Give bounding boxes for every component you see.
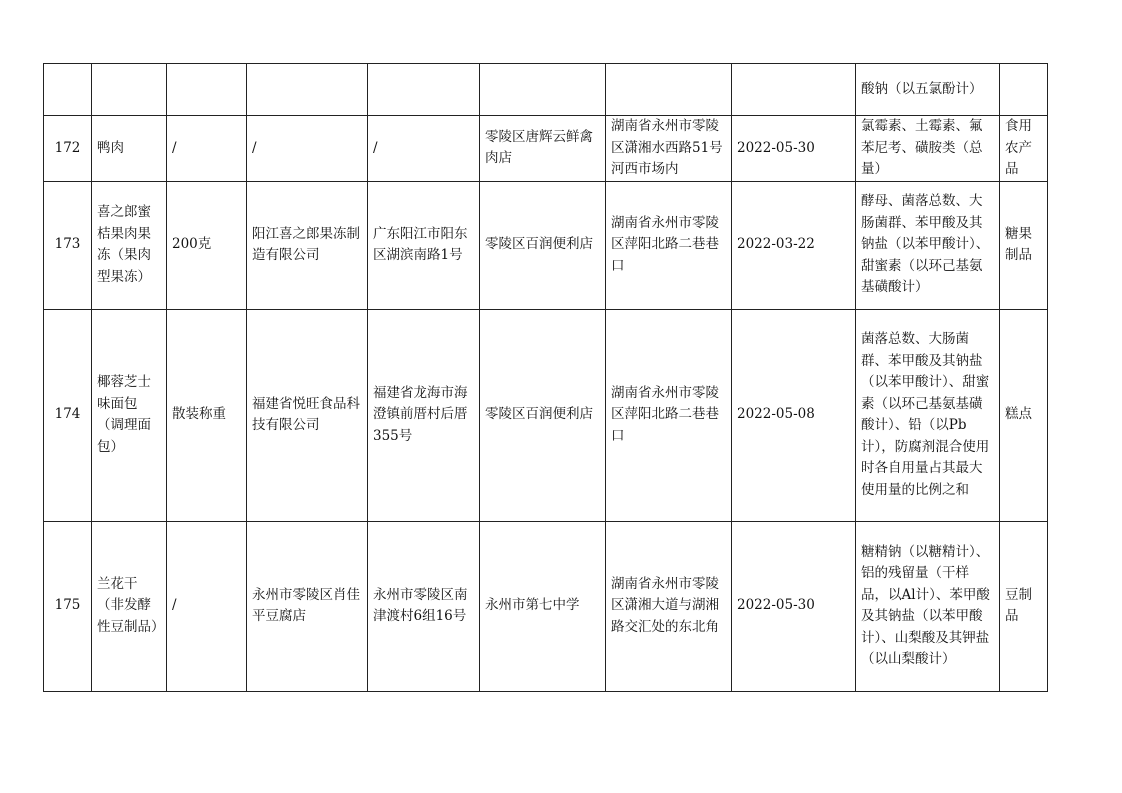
product-name-cell [92, 64, 167, 116]
test-items-cell: 酸钠（以五氯酚计） [856, 64, 1000, 116]
row-number-cell: 172 [44, 116, 92, 182]
manufacturer-address-cell: / [368, 116, 480, 182]
specification-cell: / [167, 116, 247, 182]
test-items-cell: 酵母、菌落总数、大肠菌群、苯甲酸及其钠盐（以苯甲酸计）、甜蜜素（以环己基氨基磺酸计） [856, 181, 1000, 309]
sampled-address-cell: 湖南省永州市零陵区萍阳北路二巷巷口 [606, 181, 732, 309]
specification-cell: / [167, 521, 247, 691]
sampled-address-cell: 湖南省永州市零陵区潇湘水西路51号河西市场内 [606, 116, 732, 182]
table-row [44, 521, 1048, 691]
table-row [44, 181, 1048, 309]
sampled-unit-cell: 永州市第七中学 [480, 521, 606, 691]
sampled-unit-cell: 零陵区唐辉云鲜禽肉店 [480, 116, 606, 182]
sampled-unit-cell [480, 64, 606, 116]
inspection-table [43, 63, 1048, 692]
manufacturer-cell: 永州市零陵区肖佳平豆腐店 [247, 521, 368, 691]
specification-cell: 200克 [167, 181, 247, 309]
specification-cell: 散装称重 [167, 309, 247, 521]
table-row [44, 116, 1048, 182]
test-items-cell: 菌落总数、大肠菌群、苯甲酸及其钠盐（以苯甲酸计）、甜蜜素（以环己基氨基磺酸计）、铅（以Pb计），防腐剂混合使用时各自用量占其最大使用量的比例之和 [856, 309, 1000, 521]
manufacturer-cell: 阳江喜之郎果冻制造有限公司 [247, 181, 368, 309]
production-date-cell [732, 64, 856, 116]
category-cell: 糕点 [1000, 309, 1048, 521]
product-name-cell: 兰花干（非发酵性豆制品） [92, 521, 167, 691]
category-cell: 豆制品 [1000, 521, 1048, 691]
row-number-cell: 175 [44, 521, 92, 691]
table-row [44, 64, 1048, 116]
sampled-address-cell: 湖南省永州市零陵区潇湘大道与湖湘路交汇处的东北角 [606, 521, 732, 691]
row-number-cell: 174 [44, 309, 92, 521]
production-date-cell: 2022-05-08 [732, 309, 856, 521]
sampled-unit-cell: 零陵区百润便利店 [480, 181, 606, 309]
specification-cell [167, 64, 247, 116]
table-row [44, 309, 1048, 521]
manufacturer-address-cell: 广东阳江市阳东区湖滨南路1号 [368, 181, 480, 309]
manufacturer-cell: / [247, 116, 368, 182]
row-number-cell: 173 [44, 181, 92, 309]
manufacturer-address-cell: 福建省龙海市海澄镇前厝村后厝355号 [368, 309, 480, 521]
row-number-cell [44, 64, 92, 116]
category-cell: 食用农产品 [1000, 116, 1048, 182]
production-date-cell: 2022-05-30 [732, 116, 856, 182]
test-items-cell: 氯霉素、土霉素、氟苯尼考、磺胺类（总量） [856, 116, 1000, 182]
product-name-cell: 椰蓉芝士味面包（调理面包） [92, 309, 167, 521]
category-cell: 糖果制品 [1000, 181, 1048, 309]
manufacturer-address-cell [368, 64, 480, 116]
manufacturer-cell: 福建省悦旺食品科技有限公司 [247, 309, 368, 521]
production-date-cell: 2022-05-30 [732, 521, 856, 691]
manufacturer-address-cell: 永州市零陵区南津渡村6组16号 [368, 521, 480, 691]
category-cell [1000, 64, 1048, 116]
product-name-cell: 鸭肉 [92, 116, 167, 182]
production-date-cell: 2022-03-22 [732, 181, 856, 309]
product-name-cell: 喜之郎蜜桔果肉果冻（果肉型果冻） [92, 181, 167, 309]
sampled-unit-cell: 零陵区百润便利店 [480, 309, 606, 521]
sampled-address-cell [606, 64, 732, 116]
sampled-address-cell: 湖南省永州市零陵区萍阳北路二巷巷口 [606, 309, 732, 521]
manufacturer-cell [247, 64, 368, 116]
test-items-cell: 糖精钠（以糖精计）、铝的残留量（干样品，以Al计）、苯甲酸及其钠盐（以苯甲酸计）、山梨酸及其钾盐（以山梨酸计） [856, 521, 1000, 691]
